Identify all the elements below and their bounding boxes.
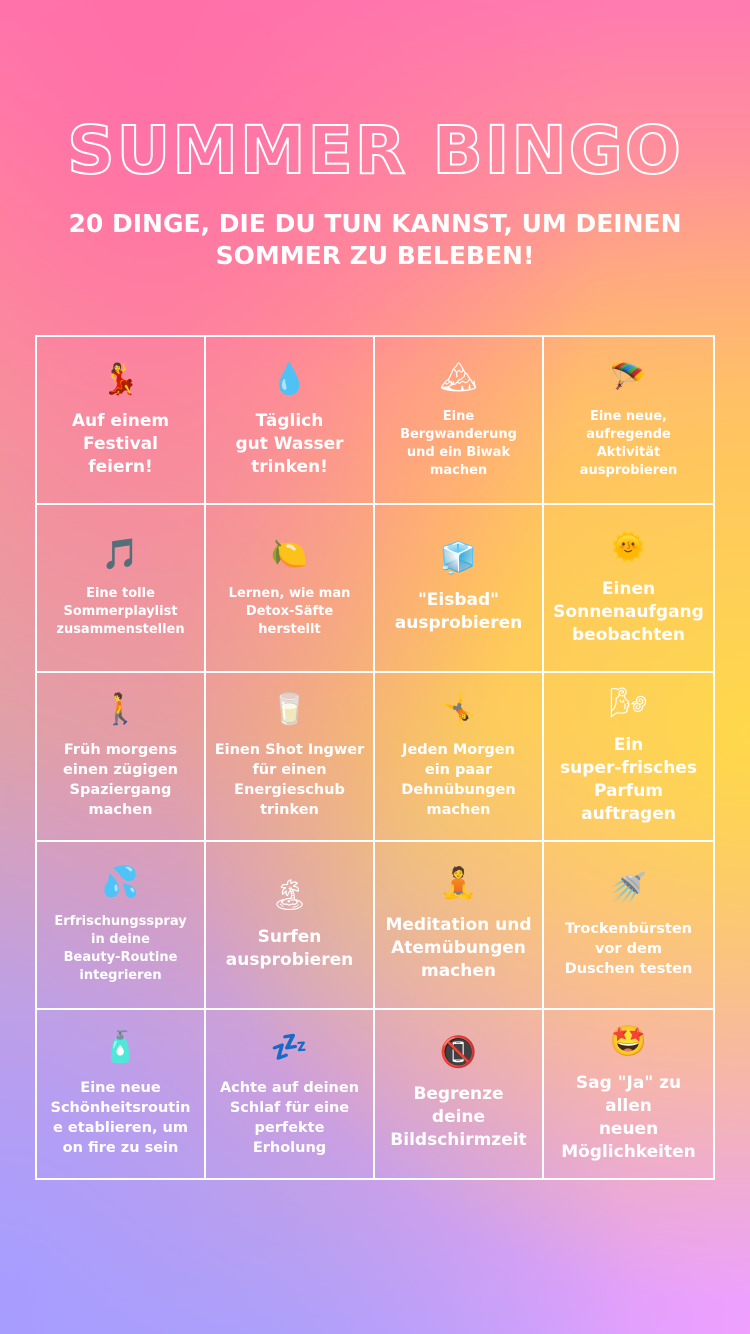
page-subtitle: 20 DINGE, DIE DU TUN KANNST, UM DEINEN SOMMER ZU BELEBEN!	[68, 209, 682, 270]
bingo-cell-label: Jeden Morgen ein paar Dehnübungen machen	[401, 742, 516, 819]
page-title: SUMMER BINGO	[67, 112, 683, 189]
bingo-cell	[375, 842, 544, 1010]
bingo-cell-label: Achte auf deinen Schlaf für eine perfekte Erholung	[219, 1079, 360, 1156]
bingo-grid	[35, 335, 715, 1180]
bingo-cell	[37, 842, 206, 1010]
bingo-cell-label: Früh morgens einen zügigen Spaziergang machen	[63, 742, 178, 819]
bingo-cell	[544, 673, 713, 841]
bingo-cell	[206, 505, 375, 673]
bingo-cell	[375, 505, 544, 673]
sun-icon: 🌞	[609, 529, 648, 565]
bingo-cell	[206, 842, 375, 1010]
lemon-icon: 🍋	[270, 537, 309, 573]
bingo-cell	[206, 1010, 375, 1178]
bingo-cell	[375, 337, 544, 505]
bingo-cell	[375, 1010, 544, 1178]
bingo-cell-label: Erfrischungsspray in deine Beauty-Routine integrieren	[54, 913, 187, 983]
droplet-icon: 💧	[270, 361, 309, 397]
bingo-cell-label: Meditation und Atemübungen machen	[385, 915, 532, 982]
ice-cube-icon: 🧊	[439, 541, 478, 577]
bingo-cell	[206, 673, 375, 841]
bingo-cell-label: Einen Sonnenaufgang beobachten	[553, 578, 704, 645]
dancer-icon: 💃	[101, 361, 140, 397]
zzz-sleep-icon: 💤	[270, 1029, 309, 1065]
bingo-cell	[544, 842, 713, 1010]
bingo-cell-label: Trockenbürsten vor dem Duschen testen	[564, 920, 693, 977]
bingo-cell-label: Begrenze deine Bildschirmzeit	[390, 1084, 527, 1151]
bingo-cell	[37, 673, 206, 841]
glass-of-milk-icon: 🥛	[270, 692, 309, 728]
bingo-cell-label: Eine Bergwanderung und ein Biwak machen	[400, 409, 517, 479]
bingo-cell-label: Ein super-frisches Parfum auftragen	[560, 735, 697, 825]
bingo-cell	[544, 1010, 713, 1178]
mountain-icon: 🏔	[439, 360, 478, 396]
desert-island-icon: 🏝	[270, 877, 309, 913]
bingo-cell-label: "Eisbad" ausprobieren	[394, 590, 523, 634]
cartwheel-icon: 🤸	[439, 692, 478, 728]
parachute-icon: 🪂	[609, 360, 648, 396]
bingo-cell-label: Lernen, wie man Detox-Säfte herstellt	[228, 586, 351, 638]
bingo-cell-label: Surfen ausprobieren	[225, 926, 354, 970]
bingo-cell	[544, 337, 713, 505]
bingo-cell-label: Eine neue Schönheitsroutin e etablieren, um on fire zu sein	[50, 1079, 191, 1156]
bingo-cell	[37, 1010, 206, 1178]
lotion-bottle-icon: 🧴	[101, 1029, 140, 1065]
bingo-cell	[206, 337, 375, 505]
bingo-cell	[37, 337, 206, 505]
bingo-cell	[375, 673, 544, 841]
bingo-cell-label: Eine tolle Sommerplaylist zusammenstellen	[56, 586, 185, 638]
bingo-cell-label: Auf einem Festival feiern!	[71, 410, 170, 477]
sweat-droplets-icon: 💦	[101, 864, 140, 900]
shower-head-icon: 🚿	[609, 870, 648, 906]
no-phone-icon: 📵	[439, 1035, 478, 1071]
bingo-cell-label: Eine neue, aufregende Aktivität ausprobieren	[579, 409, 678, 479]
bingo-cell-label: Täglich gut Wasser trinken!	[235, 410, 344, 477]
bingo-cell-label: Einen Shot Ingwer für einen Energieschub trinken	[214, 742, 365, 819]
perfume-spray-icon: 🌬	[609, 686, 648, 722]
star-struck-face-icon: 🤩	[609, 1023, 648, 1059]
walking-person-icon: 🚶	[101, 692, 140, 728]
bingo-cell	[544, 505, 713, 673]
meditation-icon: 🧘	[439, 866, 478, 902]
bingo-cell-label: Sag "Ja" zu allen neuen Möglichkeiten	[561, 1072, 696, 1162]
music-notes-icon: 🎵	[101, 537, 140, 573]
bingo-cell	[37, 505, 206, 673]
